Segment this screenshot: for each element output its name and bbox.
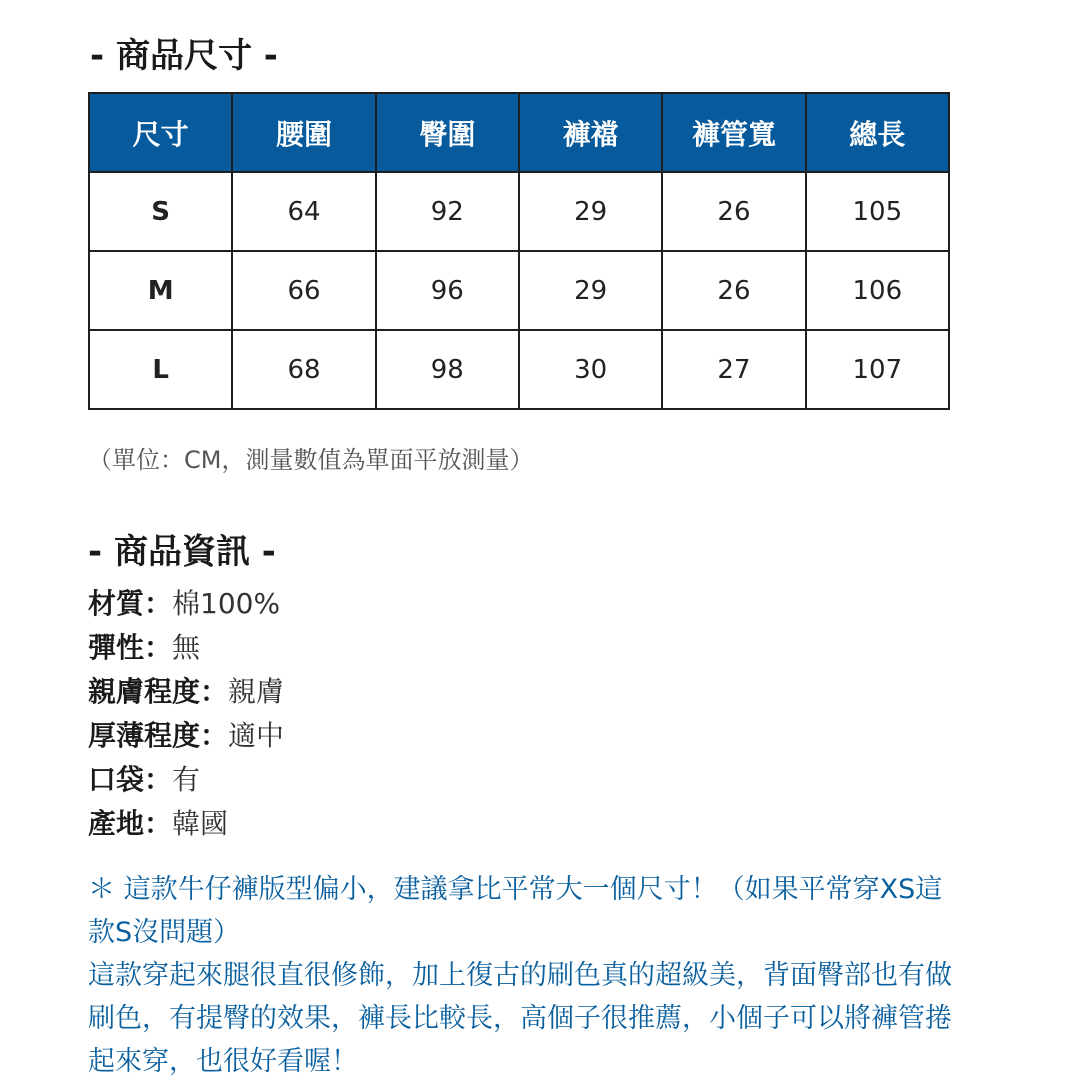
table-cell: 29 xyxy=(519,172,662,251)
size-cell: M xyxy=(89,251,232,330)
info-value: 韓國 xyxy=(172,807,229,840)
header-rise: 褲襠 xyxy=(519,93,662,172)
info-pocket xyxy=(88,758,284,802)
table-row xyxy=(89,330,949,409)
info-section-title: - 商品資訊 - xyxy=(88,532,276,572)
info-value: 無 xyxy=(172,631,201,664)
info-elasticity xyxy=(88,626,284,670)
header-hip: 臀圍 xyxy=(376,93,519,172)
size-advice-note xyxy=(88,868,958,1083)
table-cell: 106 xyxy=(806,251,949,330)
header-length: 總長 xyxy=(806,93,949,172)
unit-note: （單位：CM，測量數值為單面平放測量） xyxy=(88,446,534,474)
size-table xyxy=(88,92,950,410)
info-label: 彈性： xyxy=(88,631,173,664)
table-cell: 64 xyxy=(232,172,375,251)
table-header-row xyxy=(89,93,949,172)
table-cell: 96 xyxy=(376,251,519,330)
size-cell: L xyxy=(89,330,232,409)
info-list xyxy=(88,582,284,846)
info-thickness xyxy=(88,714,284,758)
table-cell: 92 xyxy=(376,172,519,251)
table-cell: 26 xyxy=(662,251,805,330)
info-label: 產地： xyxy=(88,807,173,840)
info-value: 親膚 xyxy=(228,675,285,708)
table-cell: 30 xyxy=(519,330,662,409)
info-label: 口袋： xyxy=(88,763,173,796)
header-leg-opening: 褲管寬 xyxy=(662,93,805,172)
header-size: 尺寸 xyxy=(89,93,232,172)
size-section-title: - 商品尺寸 - xyxy=(90,36,278,76)
table-cell: 66 xyxy=(232,251,375,330)
table-cell: 105 xyxy=(806,172,949,251)
table-cell: 98 xyxy=(376,330,519,409)
header-waist: 腰圍 xyxy=(232,93,375,172)
table-cell: 27 xyxy=(662,330,805,409)
info-material xyxy=(88,582,284,626)
table-row xyxy=(89,251,949,330)
table-cell: 29 xyxy=(519,251,662,330)
info-origin xyxy=(88,802,284,846)
info-value: 適中 xyxy=(228,719,285,752)
size-cell: S xyxy=(89,172,232,251)
note-line-sizing: ＊ 這款牛仔褲版型偏小，建議拿比平常大一個尺寸！（如果平常穿XS這款S沒問題） xyxy=(88,874,943,948)
info-skin-friendly xyxy=(88,670,284,714)
table-cell: 68 xyxy=(232,330,375,409)
table-cell: 107 xyxy=(806,330,949,409)
info-value: 棉100% xyxy=(172,587,281,620)
info-label: 厚薄程度： xyxy=(88,719,229,752)
info-label: 材質： xyxy=(88,587,173,620)
table-cell: 26 xyxy=(662,172,805,251)
info-label: 親膚程度： xyxy=(88,675,229,708)
table-row xyxy=(89,172,949,251)
info-value: 有 xyxy=(172,763,201,796)
note-line-description: 這款穿起來腿很直很修飾，加上復古的刷色真的超級美，背面臀部也有做刷色，有提臀的效果，褲長比較長，高個子很推薦，小個子可以將褲管捲起來穿，也很好看喔！ xyxy=(88,960,952,1077)
